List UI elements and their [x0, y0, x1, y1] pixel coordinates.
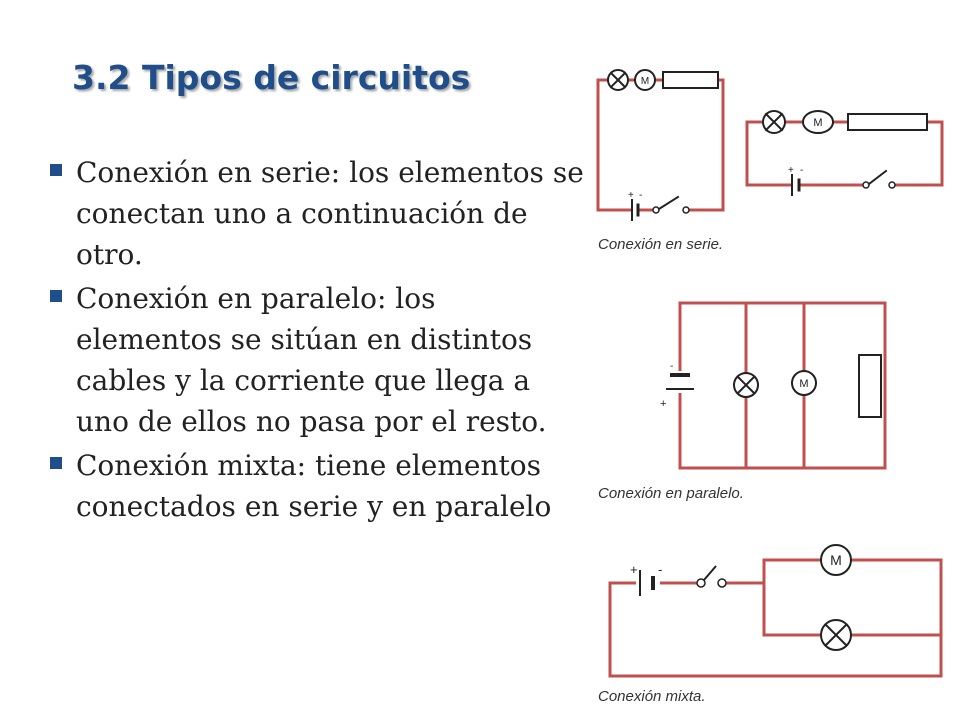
bullet-item-paralelo — [50, 278, 590, 442]
series-caption: Conexión en serie. — [598, 236, 724, 253]
bullet-text: Conexión mixta: tiene elementos conectados en serie y en paralelo — [76, 449, 552, 523]
bullet-text: Conexión en paralelo: los elementos se sitúan en distintos cables y la corriente que llega a uno de ellos no pasa por el resto. — [76, 282, 547, 438]
mixed-caption: Conexión mixta. — [598, 688, 706, 705]
bullet-item-serie — [50, 152, 590, 275]
motor-label: M — [640, 76, 650, 87]
resistor-icon — [859, 355, 881, 417]
battery-minus-label: - — [800, 165, 804, 176]
bullet-text: Conexión en serie: los elementos se conectan uno a continuación de otro. — [76, 156, 584, 271]
series-circuit-diagram — [590, 55, 955, 230]
lamp-icon — [608, 70, 628, 90]
battery-minus-label: - — [658, 562, 663, 577]
switch-icon — [697, 566, 726, 587]
switch-icon — [653, 197, 689, 213]
battery-icon — [640, 570, 653, 596]
lamp-icon — [821, 620, 851, 650]
mixed-circuit-diagram — [598, 538, 958, 683]
battery-icon — [792, 175, 799, 195]
battery-plus-label: + — [660, 398, 667, 410]
parallel-circuit-diagram — [640, 295, 900, 480]
motor-label: M — [813, 117, 823, 129]
battery-plus-label: + — [630, 562, 638, 577]
slide-title: 3.2 Tipos de circuitos — [72, 58, 471, 97]
parallel-caption: Conexión en paralelo. — [598, 485, 744, 502]
motor-label: M — [830, 552, 842, 568]
bullet-list — [50, 152, 590, 530]
lamp-icon — [734, 373, 758, 397]
square-bullet-icon — [50, 290, 62, 302]
square-bullet-icon — [50, 457, 62, 469]
resistor-icon — [663, 72, 718, 88]
battery-plus-label: + — [628, 190, 634, 201]
motor-label: M — [799, 378, 809, 390]
switch-icon — [863, 171, 895, 188]
resistor-icon — [848, 114, 927, 130]
battery-plus-label: + — [788, 165, 794, 176]
bullet-item-mixta — [50, 445, 590, 527]
square-bullet-icon — [50, 164, 62, 176]
battery-icon — [632, 200, 638, 220]
battery-minus-label: - — [670, 361, 674, 372]
battery-minus-label: - — [639, 190, 643, 201]
lamp-icon — [763, 111, 785, 133]
